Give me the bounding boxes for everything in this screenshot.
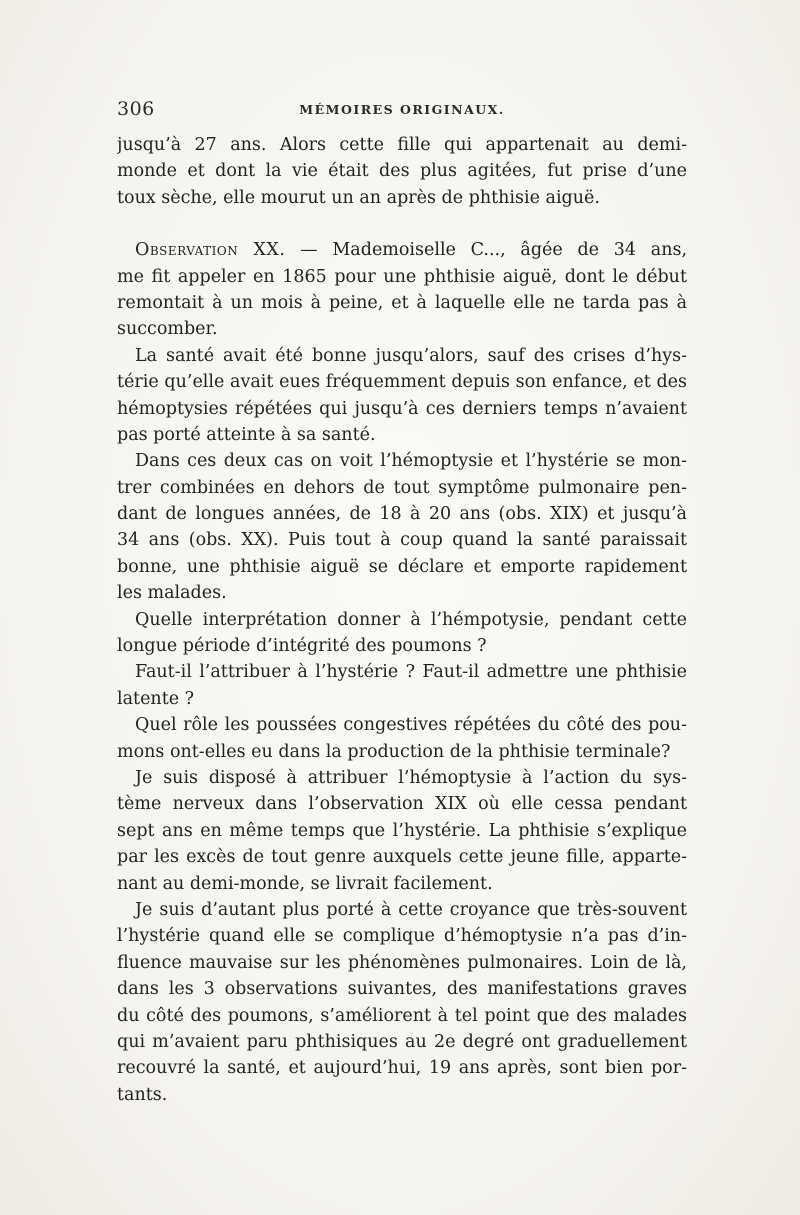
text-line: sept ans en même temps que l’hystérie. La phthisie s’explique xyxy=(117,820,687,841)
text-line: Faut-il l’attribuer à l’hystérie ? Faut-il admettre une phthisie xyxy=(135,662,687,683)
text-line: succomber. xyxy=(117,319,218,340)
text-line: térie qu’elle avait eues fréquemment depuis son enfance, et des xyxy=(117,372,687,393)
paragraph xyxy=(117,765,687,897)
text-line: Dans ces deux cas on voit l’hémoptysie et l’hystérie se mon- xyxy=(135,451,687,472)
paragraph xyxy=(117,712,687,765)
text-line: recouvré la santé, et aujourd’hui, 19 ans après, sont bien por- xyxy=(117,1058,687,1079)
text-line xyxy=(117,237,687,263)
running-head: MÉMOIRES ORIGINAUX. xyxy=(299,102,505,117)
text-line: Je suis disposé à attribuer l’hémoptysie à l’action du sys- xyxy=(135,767,687,788)
text-line: nant au demi-monde, se livrait facilement. xyxy=(117,873,493,894)
text-line: qui m’avaient paru phthisiques au 2e degré ont graduellement xyxy=(117,1031,687,1052)
paragraph xyxy=(117,237,687,343)
paragraph xyxy=(117,607,687,660)
text-line: tants. xyxy=(117,1084,168,1105)
text-line: l’hystérie quand elle se complique d’hémoptysie n’a pas d’in- xyxy=(117,926,687,947)
text-line: par les excès de tout genre auxquels cette jeune fille, apparte- xyxy=(117,847,687,868)
text-line: pas porté atteinte à sa santé. xyxy=(117,424,376,445)
text-fragment: — Mademoiselle C..., âgée de 34 ans, xyxy=(285,240,687,261)
text-line: fluence mauvaise sur les phénomènes pulmonaires. Loin de là, xyxy=(117,952,687,973)
text-line: remontait à un mois à peine, et à laquelle elle ne tarda pas à xyxy=(117,292,687,313)
text-line: les malades. xyxy=(117,583,227,604)
paragraph xyxy=(117,132,687,211)
paragraph-gap xyxy=(117,211,687,237)
text-line: bonne, une phthisie aiguë se déclare et emporte rapidement xyxy=(117,556,687,577)
text-line: dans les 3 observations suivantes, des manifestations graves xyxy=(117,979,687,1000)
paragraph xyxy=(117,343,687,449)
text-line: toux sèche, elle mourut un an après de phthisie aiguë. xyxy=(117,187,600,208)
observation-label: Observation XX. xyxy=(135,240,286,261)
text-line: trer combinées en dehors de tout symptôme pulmonaire pen- xyxy=(117,477,687,498)
text-line: 34 ans (obs. XX). Puis tout à coup quand la santé paraissait xyxy=(117,530,687,551)
text-line: jusqu’à 27 ans. Alors cette fille qui appartenait au demi- xyxy=(117,135,687,155)
paragraph xyxy=(117,897,687,1108)
text-line: monde et dont la vie était des plus agitées, fut prise d’une xyxy=(117,161,687,182)
text-line: mons ont-elles eu dans la production de la phthisie terminale? xyxy=(117,741,671,762)
text-line: dant de longues années, de 18 à 20 ans (obs. XIX) et jusqu’à xyxy=(117,504,687,525)
text-line: longue période d’intégrité des poumons ? xyxy=(117,636,487,657)
text-line: La santé avait été bonne jusqu’alors, sauf des crises d’hys- xyxy=(135,345,687,366)
page-number: 306 xyxy=(117,98,155,120)
text-line: Je suis d’autant plus porté à cette croyance que très-souvent xyxy=(135,899,687,920)
text-line: me fit appeler en 1865 pour une phthisie aiguë, dont le début xyxy=(117,266,687,287)
paragraph xyxy=(117,448,687,606)
body-text xyxy=(117,132,687,1108)
page-header xyxy=(117,98,687,124)
paragraph xyxy=(117,659,687,712)
text-line: Quelle interprétation donner à l’hémpotysie, pendant cette xyxy=(135,609,687,630)
text-line: du côté des poumons, s’améliorent à tel point que des malades xyxy=(117,1005,687,1026)
text-line: tème nerveux dans l’observation XIX où elle cessa pendant xyxy=(117,794,687,815)
text-line: Quel rôle les poussées congestives répétées du côté des pou- xyxy=(135,715,687,736)
text-line: latente ? xyxy=(117,688,195,709)
text-line: hémoptysies répétées qui jusqu’à ces derniers temps n’avaient xyxy=(117,398,687,419)
